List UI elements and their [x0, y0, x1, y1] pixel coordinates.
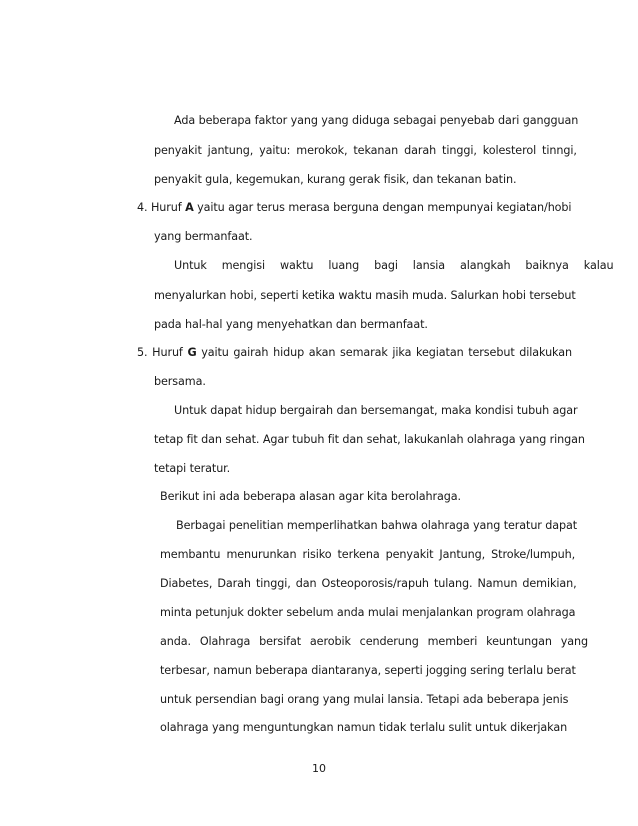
item5-para-line-2: tetap fit dan sehat. Agar tubuh fit dan sehat, lakukanlah olahraga yang ringan — [154, 433, 585, 446]
reasons-line-8: olahraga yang menguntungkan namun tidak terlalu sulit untuk dikerjakan — [160, 721, 568, 734]
reasons-line-1: Berbagai penelitian memperlihatkan bahwa olahraga yang teratur dapat — [176, 519, 578, 532]
item4-prefix: Huruf — [150, 201, 182, 214]
reasons-line-2: membantu menurunkan risiko terkena penyakit Jantung, Stroke/lumpuh, — [160, 548, 576, 561]
item4-letter: A — [185, 201, 194, 214]
p1-line-3: penyakit gula, kegemukan, kurang gerak fisik, dan tekanan batin. — [154, 173, 517, 186]
reasons-intro: Berikut ini ada beberapa alasan agar kita berolahraga. — [160, 490, 461, 503]
page-number: 10 — [312, 762, 326, 775]
reasons-line-5: anda. Olahraga bersifat aerobik cenderung memberi keuntungan yang — [160, 635, 589, 648]
item5-para-line-3: tetapi teratur. — [154, 462, 231, 475]
item4-rest: yaitu agar terus merasa berguna dengan mempunyai kegiatan/hobi — [197, 201, 572, 214]
reasons-line-3: Diabetes, Darah tinggi, dan Osteoporosis/rapuh tulang. Namun demikian, — [160, 577, 577, 590]
item5-rest: yaitu gairah hidup akan semarak jika kegiatan tersebut dilakukan — [201, 346, 572, 359]
item5-number: 5. — [137, 346, 148, 359]
item4-para-line-2: menyalurkan hobi, seperti ketika waktu masih muda. Salurkan hobi tersebut — [154, 289, 576, 302]
reasons-line-7: untuk persendian bagi orang yang mulai lansia. Tetapi ada beberapa jenis — [160, 693, 569, 706]
item4-heading — [137, 201, 571, 215]
reasons-line-4: minta petunjuk dokter sebelum anda mulai menjalankan program olahraga — [160, 606, 576, 619]
item5-heading — [137, 346, 572, 360]
item4-number: 4. — [137, 201, 148, 214]
item5-line-2: bersama. — [154, 375, 206, 388]
item5-prefix: Huruf — [152, 346, 183, 359]
item5-letter: G — [187, 346, 197, 359]
item4-line-2: yang bermanfaat. — [154, 230, 253, 243]
item4-para-line-3: pada hal-hal yang menyehatkan dan bermanfaat. — [154, 318, 428, 331]
item4-para-line-1: Untuk mengisi waktu luang bagi lansia alangkah baiknya kalau — [174, 259, 614, 272]
item5-para-line-1: Untuk dapat hidup bergairah dan bersemangat, maka kondisi tubuh agar — [174, 404, 578, 417]
reasons-line-6: terbesar, namun beberapa diantaranya, seperti jogging sering terlalu berat — [160, 664, 576, 677]
p1-line-1: Ada beberapa faktor yang yang diduga sebagai penyebab dari gangguan — [174, 114, 579, 127]
p1-line-2: penyakit jantung, yaitu: merokok, tekanan darah tinggi, kolesterol tinngi, — [154, 144, 577, 157]
